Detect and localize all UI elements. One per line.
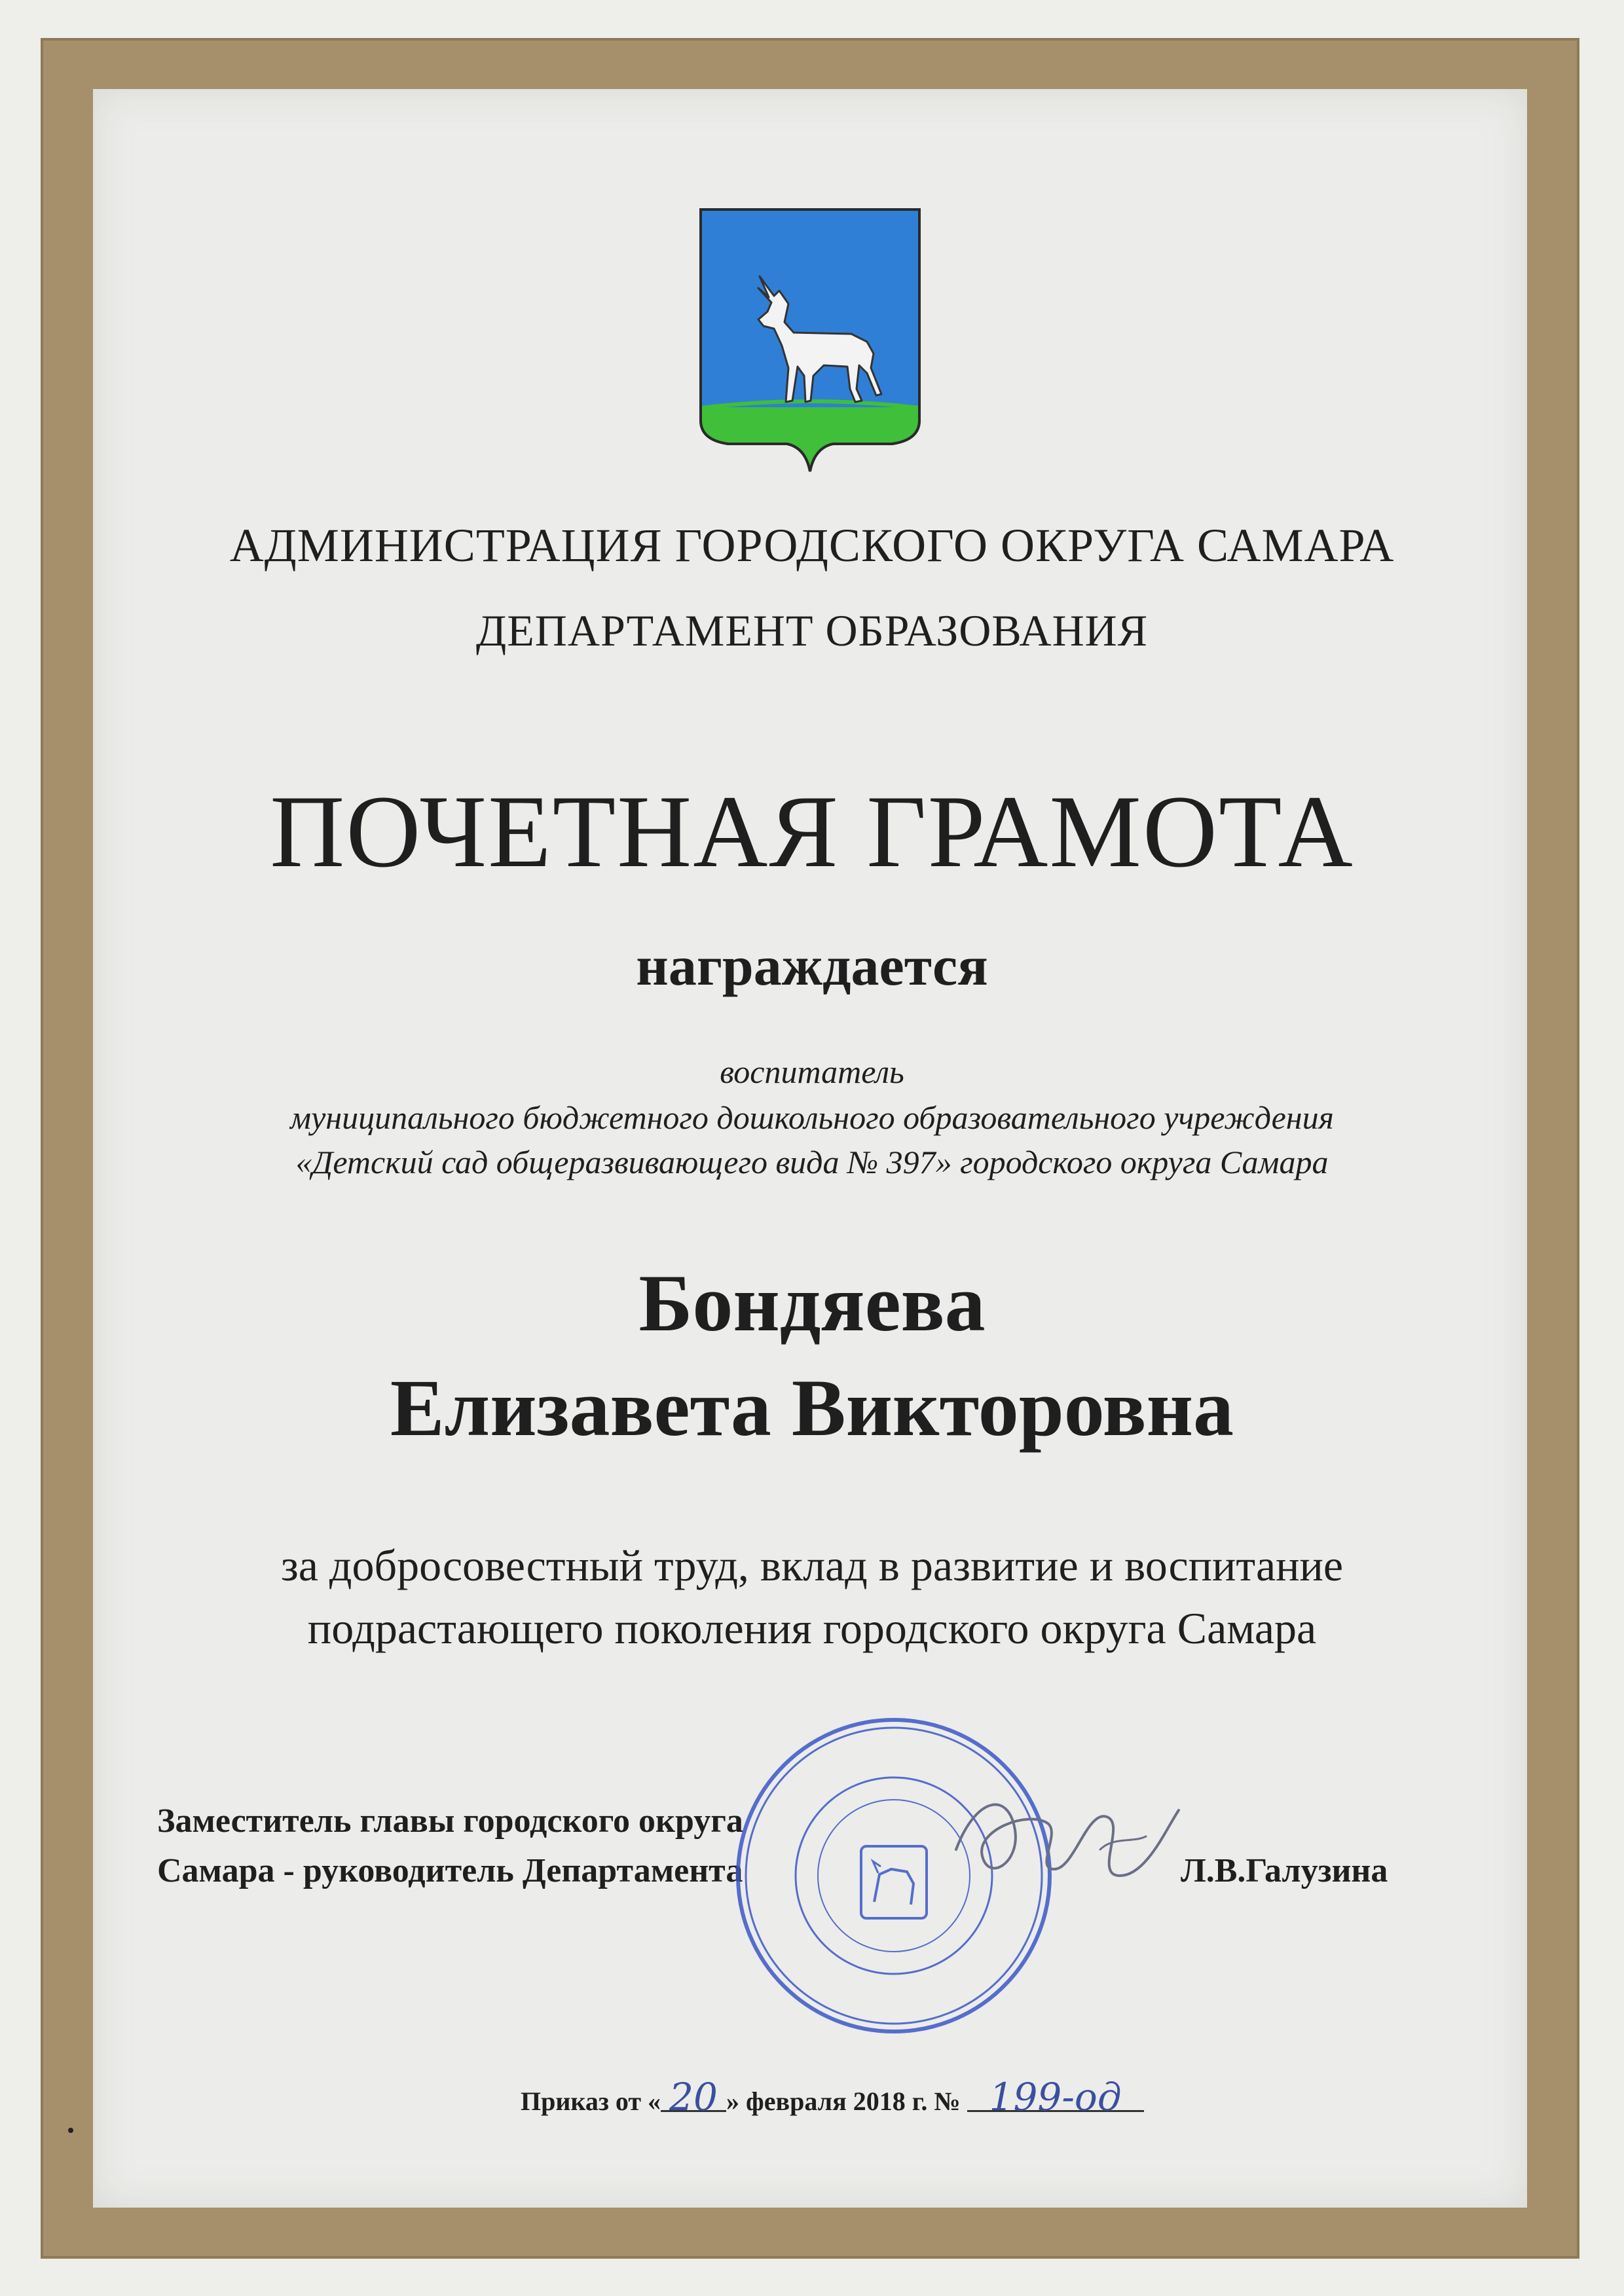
order-number: 199-од	[967, 2084, 1144, 2112]
recipient-position: воспитатель	[720, 1053, 904, 1090]
recipient-institution-line2: «Детский сад общеразвивающего вида № 397» городского округа Самара	[295, 1144, 1329, 1180]
signatory-name: Л.В.Галузина	[1181, 1852, 1388, 1889]
department-heading: ДЕПАРТАМЕНТ ОБРАЗОВАНИЯ	[475, 606, 1149, 655]
signatory-title-line2: Самара - руководитель Департамента	[157, 1852, 743, 1889]
paper-speck	[68, 2128, 73, 2133]
order-reference	[521, 2075, 1144, 2119]
signatory-title-line1: Заместитель главы городского округа	[157, 1802, 743, 1840]
order-day: 20	[661, 2084, 726, 2112]
signature-icon	[936, 1771, 1198, 1915]
recipient-given-names: Елизавета Викторовна	[390, 1363, 1234, 1453]
certificate-title: ПОЧЕТНАЯ ГРАМОТА	[270, 774, 1354, 889]
recipient-surname: Бондяева	[638, 1258, 986, 1348]
reason-line1: за добросовестный труд, вклад в развитие и воспитание	[280, 1540, 1344, 1590]
samara-coat-of-arms-icon	[695, 204, 925, 477]
awarded-label: награждается	[636, 934, 988, 997]
order-prefix: Приказ от «	[521, 2086, 661, 2116]
recipient-institution-line1: муниципального бюджетного дошкольного образовательного учреждения	[290, 1099, 1334, 1136]
order-month-year: » февраля 2018 г. №	[726, 2086, 961, 2116]
administration-heading: АДМИНИСТРАЦИЯ ГОРОДСКОГО ОКРУГА САМАРА	[229, 519, 1395, 572]
reason-line2: подрастающего поколения городского округа Самара	[307, 1603, 1317, 1653]
